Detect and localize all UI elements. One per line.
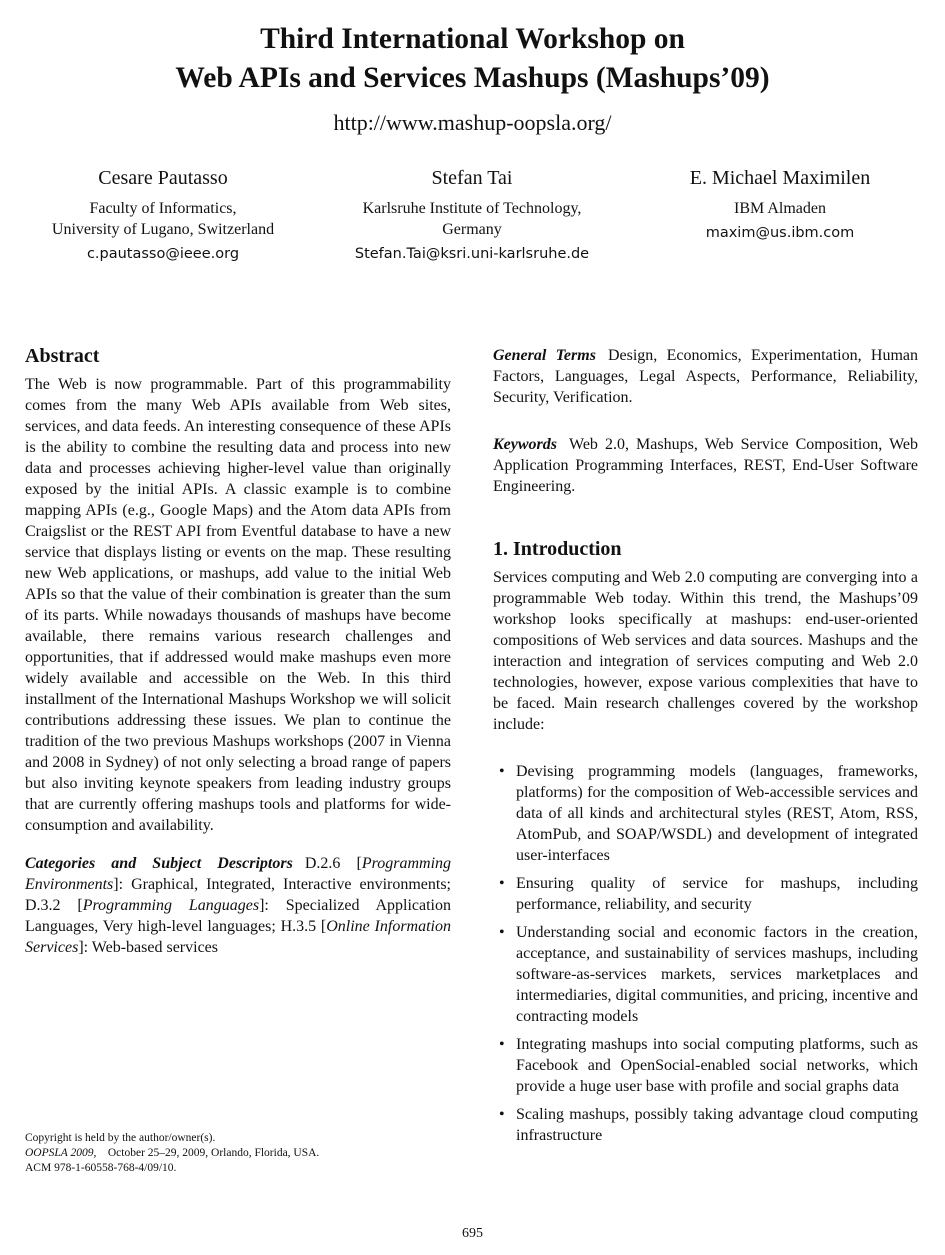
abstract-heading: Abstract <box>25 345 100 367</box>
bullet-icon: • <box>499 763 505 780</box>
introduction-heading: 1. Introduction <box>493 538 622 560</box>
copyright-footnote <box>25 1131 445 1176</box>
category-code: D.2.6 [ <box>304 855 362 872</box>
category-desc: ]: Graphical, Integrated, Interactive environments; <box>113 876 451 893</box>
abstract-body: The Web is now programmable. Part of this programmability comes from the many Web APIs available from Web sites, services, and data feeds. An interesting consequence of these APIs is the ability to combine the resulting data and process into new data and processes achieving higher-level value than originally exposed by the initial APIs. A classic example is to combine mapping APIs (e.g., Google Maps) and the Atom data APIs from Craigslist or the REST API from Eventful database to have a new service that displays listing or events on the map. These resulting new Web applications, or mashups, add value to the initial Web APIs so that the value of their combination is greater than the sum of its parts. While nowadays thousands of mashups have become available, there remains various research challenges and opportunities, that if addressed would make mashups even more widely available and accessible on the Web. In this third installment of the International Mashups Workshop we will solicit contributions addressing these issues. We plan to continue the tradition of the two previous Mashups workshops (2007 in Vienna and 2008 in Sydney) of not only selecting a broad range of papers but also inviting keynote speakers from leading industry groups that are currently offering mashups tools and platforms for wide-consumption and availability. <box>25 376 451 834</box>
title-line-1: Third International Workshop on <box>260 23 685 55</box>
general-terms-section <box>493 345 918 408</box>
author-email[interactable]: maxim@us.ibm.com <box>705 225 855 241</box>
categories-section <box>25 853 451 958</box>
list-item-text: Scaling mashups, possibly taking advantage cloud computing infrastructure <box>516 1106 918 1144</box>
author-1 <box>13 164 313 265</box>
workshop-url[interactable]: http://www.mashup-oopsla.org/ <box>333 110 612 135</box>
left-column <box>25 342 451 958</box>
author-affiliation: Faculty of Informatics, <box>89 200 237 217</box>
category-code: D.3.2 [ <box>25 897 83 914</box>
category-term: Programming Languages <box>82 897 260 914</box>
list-item <box>493 761 918 866</box>
keywords-body: Web 2.0, Mashups, Web Service Composition, Web Application Programming Interfaces, REST, End-User Software Engineering. <box>493 436 918 495</box>
author-email[interactable]: Stefan.Tai@ksri.uni-karlsruhe.de <box>354 246 590 262</box>
author-affiliation: University of Lugano, Switzerland <box>51 221 275 238</box>
category-term: Programming Environments <box>25 855 452 893</box>
category-desc: ]: Specialized Application Languages, Very high-level languages; <box>25 897 451 935</box>
copyright-line: Copyright is held by the author/owner(s). <box>25 1132 216 1144</box>
conference-line <box>25 1146 445 1161</box>
list-item <box>493 922 918 1027</box>
list-item <box>493 873 918 915</box>
page-number: 695 <box>462 1226 483 1241</box>
title-line-2: Web APIs and Services Mashups (Mashups’09) <box>175 62 770 94</box>
bullet-icon: • <box>499 875 505 892</box>
list-item <box>493 1034 918 1097</box>
list-item-text: Devising programming models (languages, frameworks, platforms) for the composition of Web-accessible services and data of all kinds and architectural styles (REST, Atom, RSS, AtomPub, and SOAP/WSDL) and development of integrated user-interfaces <box>516 763 918 864</box>
introduction-body: Services computing and Web 2.0 computing are converging into a programmable Web today. Within this trend, the Mashups’09 workshop looks specifically at mashups: end-user-oriented compositions of Web services and data sources. Mashups and the interaction and integration of services computing and Web 2.0 technologies, however, expose various complexities that have to be faced. Main research challenges covered by the workshop include: <box>493 569 918 733</box>
category-term: Online Information Services <box>25 918 451 956</box>
bullet-icon: • <box>499 924 505 941</box>
list-item-text: Ensuring quality of service for mashups, including performance, reliability, and security <box>516 875 918 913</box>
general-terms-body: Design, Economics, Experimentation, Human Factors, Languages, Legal Aspects, Performance, Reliability, Security, Verification. <box>493 347 918 406</box>
keywords-section <box>493 434 918 497</box>
conference-name: OOPSLA 2009, <box>25 1147 97 1159</box>
keywords-label: Keywords <box>493 436 557 453</box>
acm-line: ACM 978-1-60558-768-4/09/10. <box>25 1162 177 1174</box>
conference-details: October 25–29, 2009, Orlando, Florida, USA. <box>107 1147 320 1159</box>
author-2 <box>322 164 622 265</box>
list-item <box>493 1104 918 1146</box>
author-3 <box>630 164 930 244</box>
bullet-icon: • <box>499 1106 505 1123</box>
category-code: H.3.5 [ <box>280 918 327 935</box>
right-column <box>493 342 918 1153</box>
list-item-text: Integrating mashups into social computing platforms, such as Facebook and OpenSocial-enabled social networks, which provide a huge user base with profile and social graphs data <box>516 1036 918 1095</box>
list-item-text: Understanding social and economic factors in the creation, acceptance, and sustainability of services mashups, including software-as-services markets, services marketplaces and intermediaries, digital communities, and pricing, incentive and contracting models <box>516 924 918 1025</box>
author-name: Stefan Tai <box>431 167 513 189</box>
author-affiliation: Karlsruhe Institute of Technology, <box>362 200 582 217</box>
author-name: E. Michael Maximilen <box>689 167 871 189</box>
author-affiliation: IBM Almaden <box>734 200 826 217</box>
author-name: Cesare Pautasso <box>98 167 228 189</box>
bullet-icon: • <box>499 1036 505 1053</box>
paper-title <box>0 20 945 98</box>
author-block <box>0 164 945 274</box>
categories-label: Categories and Subject Descriptors <box>25 855 293 872</box>
challenges-list <box>493 761 918 1146</box>
author-affiliation: Germany <box>442 221 502 238</box>
category-desc: ]: Web-based services <box>78 939 219 956</box>
author-email[interactable]: c.pautasso@ieee.org <box>86 246 240 262</box>
general-terms-label: General Terms <box>493 347 596 364</box>
